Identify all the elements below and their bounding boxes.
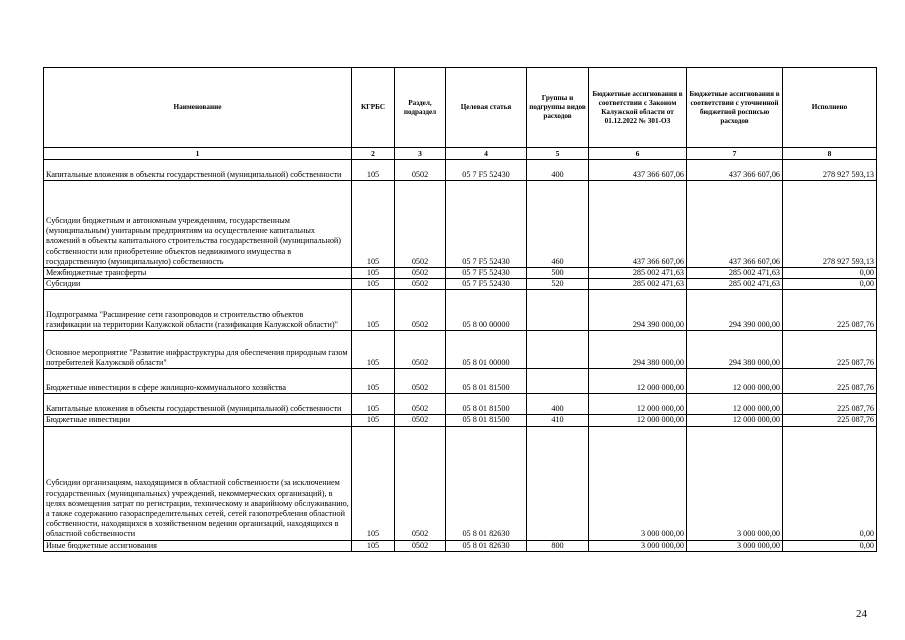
row-law-allocations: 294 380 000,00 <box>589 331 687 369</box>
row-name: Субсидии <box>44 279 352 290</box>
header-updated-allocations: Бюджетные ассигнования в соответствии с уточненной бюджетной росписью расходов <box>687 68 783 148</box>
column-number: 8 <box>783 148 877 160</box>
row-target-article: 05 8 01 81500 <box>446 369 527 394</box>
header-law-allocations: Бюджетные ассигнования в соответствии с Законом Калужской области от 01.12.2022 № 301-ОЗ <box>589 68 687 148</box>
row-updated-allocations: 12 000 000,00 <box>687 394 783 415</box>
row-updated-allocations: 3 000 000,00 <box>687 426 783 540</box>
row-executed: 0,00 <box>783 268 877 279</box>
column-number: 3 <box>395 148 446 160</box>
row-target-article: 05 8 01 81500 <box>446 394 527 415</box>
row-law-allocations: 285 002 471,63 <box>589 268 687 279</box>
row-kgrbs: 105 <box>352 394 395 415</box>
row-law-allocations: 12 000 000,00 <box>589 394 687 415</box>
row-expense-type: 500 <box>527 268 589 279</box>
row-executed: 225 087,76 <box>783 290 877 331</box>
row-target-article: 05 7 F5 52430 <box>446 160 527 181</box>
row-section: 0502 <box>395 181 446 268</box>
row-name: Капитальные вложения в объекты государственной (муниципальной) собственности <box>44 394 352 415</box>
row-section: 0502 <box>395 415 446 426</box>
column-number: 1 <box>44 148 352 160</box>
row-target-article: 05 8 01 82630 <box>446 540 527 551</box>
row-executed: 0,00 <box>783 540 877 551</box>
row-updated-allocations: 437 366 607,06 <box>687 160 783 181</box>
row-updated-allocations: 437 366 607,06 <box>687 181 783 268</box>
row-section: 0502 <box>395 279 446 290</box>
column-number: 6 <box>589 148 687 160</box>
row-law-allocations: 12 000 000,00 <box>589 369 687 394</box>
budget-table <box>43 67 877 552</box>
row-law-allocations: 294 390 000,00 <box>589 290 687 331</box>
row-updated-allocations: 285 002 471,63 <box>687 268 783 279</box>
row-kgrbs: 105 <box>352 426 395 540</box>
row-expense-type: 410 <box>527 415 589 426</box>
header-row <box>44 68 877 148</box>
row-executed: 225 087,76 <box>783 394 877 415</box>
table-row <box>44 279 877 290</box>
row-target-article: 05 7 F5 52430 <box>446 279 527 290</box>
column-number: 2 <box>352 148 395 160</box>
row-executed: 225 087,76 <box>783 331 877 369</box>
header-section: Раздел, подраздел <box>395 68 446 148</box>
row-expense-type: 400 <box>527 394 589 415</box>
row-section: 0502 <box>395 268 446 279</box>
header-name: Наименование <box>44 68 352 148</box>
row-law-allocations: 437 366 607,06 <box>589 181 687 268</box>
table-row <box>44 290 877 331</box>
table-row <box>44 415 877 426</box>
row-target-article: 05 7 F5 52430 <box>446 181 527 268</box>
row-executed: 0,00 <box>783 426 877 540</box>
row-kgrbs: 105 <box>352 415 395 426</box>
column-number: 7 <box>687 148 783 160</box>
row-updated-allocations: 12 000 000,00 <box>687 415 783 426</box>
row-updated-allocations: 294 390 000,00 <box>687 290 783 331</box>
row-updated-allocations: 285 002 471,63 <box>687 279 783 290</box>
row-expense-type <box>527 331 589 369</box>
row-kgrbs: 105 <box>352 331 395 369</box>
table-row <box>44 426 877 540</box>
row-law-allocations: 3 000 000,00 <box>589 540 687 551</box>
row-name: Капитальные вложения в объекты государственной (муниципальной) собственности <box>44 160 352 181</box>
row-section: 0502 <box>395 540 446 551</box>
row-kgrbs: 105 <box>352 540 395 551</box>
row-kgrbs: 105 <box>352 290 395 331</box>
row-kgrbs: 105 <box>352 268 395 279</box>
row-section: 0502 <box>395 426 446 540</box>
row-expense-type <box>527 426 589 540</box>
header-executed: Исполнено <box>783 68 877 148</box>
row-section: 0502 <box>395 160 446 181</box>
row-section: 0502 <box>395 369 446 394</box>
row-name: Бюджетные инвестиции в сфере жилищно-коммунального хозяйства <box>44 369 352 394</box>
row-executed: 278 927 593,13 <box>783 181 877 268</box>
table-row <box>44 160 877 181</box>
row-law-allocations: 3 000 000,00 <box>589 426 687 540</box>
row-expense-type <box>527 290 589 331</box>
row-kgrbs: 105 <box>352 369 395 394</box>
table-row <box>44 331 877 369</box>
table-row <box>44 394 877 415</box>
column-numbers-row <box>44 148 877 160</box>
table-row <box>44 540 877 551</box>
header-kgrbs: КГРБС <box>352 68 395 148</box>
row-executed: 0,00 <box>783 279 877 290</box>
row-target-article: 05 8 01 82630 <box>446 426 527 540</box>
row-kgrbs: 105 <box>352 160 395 181</box>
row-kgrbs: 105 <box>352 279 395 290</box>
column-number: 5 <box>527 148 589 160</box>
row-law-allocations: 285 002 471,63 <box>589 279 687 290</box>
row-kgrbs: 105 <box>352 181 395 268</box>
row-expense-type: 460 <box>527 181 589 268</box>
table-row <box>44 369 877 394</box>
row-target-article: 05 8 00 00000 <box>446 290 527 331</box>
column-number: 4 <box>446 148 527 160</box>
row-name: Субсидии бюджетным и автономным учреждениям, государственным (муниципальным) унитарным предприятиям на осуществление капитальных вложений в объекты капитального строительства государственной (муниципальной) собственности или приобретение объектов недвижимого имущества в государственную (муниципальную) собственность <box>44 181 352 268</box>
row-name: Бюджетные инвестиции <box>44 415 352 426</box>
row-expense-type: 520 <box>527 279 589 290</box>
row-updated-allocations: 12 000 000,00 <box>687 369 783 394</box>
row-updated-allocations: 294 380 000,00 <box>687 331 783 369</box>
header-target-article: Целевая статья <box>446 68 527 148</box>
row-updated-allocations: 3 000 000,00 <box>687 540 783 551</box>
row-expense-type: 800 <box>527 540 589 551</box>
row-name: Подпрограмма "Расширение сети газопроводов и строительство объектов газификации на территории Калужской области (газификация Калужской области)" <box>44 290 352 331</box>
row-target-article: 05 7 F5 52430 <box>446 268 527 279</box>
row-section: 0502 <box>395 331 446 369</box>
table-row <box>44 181 877 268</box>
row-executed: 225 087,76 <box>783 369 877 394</box>
row-law-allocations: 437 366 607,06 <box>589 160 687 181</box>
row-section: 0502 <box>395 394 446 415</box>
row-name: Иные бюджетные ассигнования <box>44 540 352 551</box>
row-executed: 225 087,76 <box>783 415 877 426</box>
row-expense-type: 400 <box>527 160 589 181</box>
row-executed: 278 927 593,13 <box>783 160 877 181</box>
row-target-article: 05 8 01 00000 <box>446 331 527 369</box>
row-law-allocations: 12 000 000,00 <box>589 415 687 426</box>
page-number: 24 <box>856 608 867 620</box>
table-row <box>44 268 877 279</box>
row-target-article: 05 8 01 81500 <box>446 415 527 426</box>
row-name: Межбюджетные трансферты <box>44 268 352 279</box>
header-expense-type: Группы и подгруппы видов расходов <box>527 68 589 148</box>
row-name: Основное мероприятие "Развитие инфраструктуры для обеспечения природным газом потребителей Калужской области" <box>44 331 352 369</box>
row-name: Субсидии организациям, находящимся в областной собственности (за исключением государственных (муниципальных) учреждений, некоммерческих организаций), в целях возмещения затрат по регистрации, техническому и аварийному обслуживанию, а также содержанию газораспределительных сетей, сетей газопотребления областной собственности, находящихся в хозяйственном ведении организаций, находящихся в областной собственности <box>44 426 352 540</box>
row-section: 0502 <box>395 290 446 331</box>
row-expense-type <box>527 369 589 394</box>
